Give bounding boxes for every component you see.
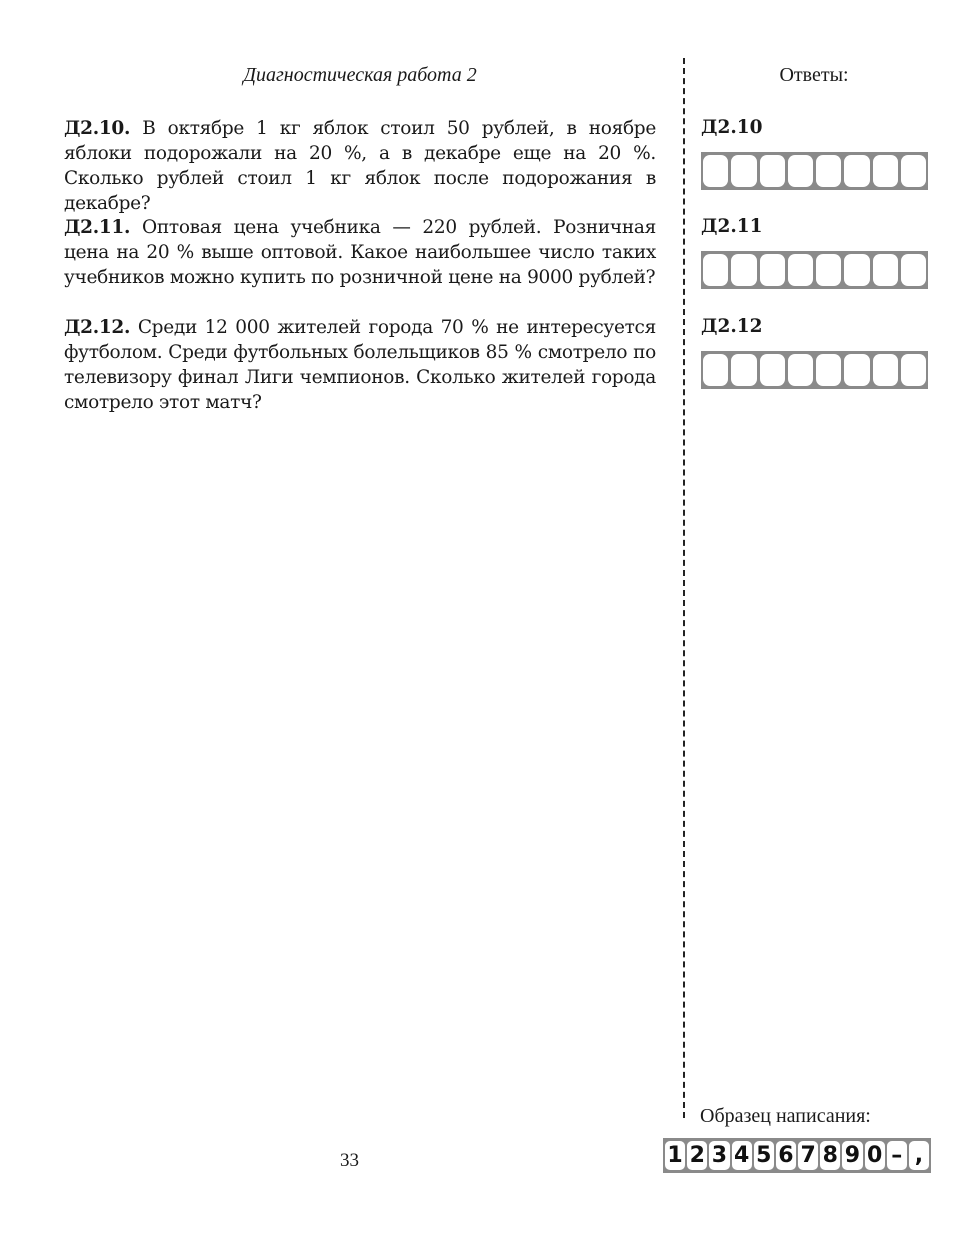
sample-char: 4	[732, 1141, 752, 1170]
answer-cell[interactable]	[703, 254, 728, 286]
problem-d2-12	[64, 315, 656, 415]
sample-label: Образец написания:	[700, 1105, 871, 1127]
sample-char: 5	[754, 1141, 774, 1170]
problem-number: Д2.11.	[64, 217, 131, 238]
answer-cell[interactable]	[816, 254, 841, 286]
sample-char: ,	[909, 1141, 929, 1170]
answer-label-d2-12: Д2.12	[701, 316, 763, 337]
answer-cell[interactable]	[760, 254, 785, 286]
answer-cell[interactable]	[844, 354, 869, 386]
problem-text: В октябре 1 кг яблок стоил 50 рублей, в ноябре яблоки подорожали на 20 %, а в декабре еще на 20 %. Сколько рублей стоил 1 кг яблок после подорожания в декабре?	[64, 118, 656, 214]
answer-cell[interactable]	[731, 354, 756, 386]
answer-cell[interactable]	[901, 155, 926, 187]
answer-cell[interactable]	[788, 254, 813, 286]
answer-box-d2-11[interactable]	[701, 251, 928, 289]
problem-d2-10	[64, 116, 656, 216]
sample-char: 7	[798, 1141, 818, 1170]
answer-box-d2-12[interactable]	[701, 351, 928, 389]
sample-char: 6	[776, 1141, 796, 1170]
answer-cell[interactable]	[788, 354, 813, 386]
answer-cell[interactable]	[788, 155, 813, 187]
dashed-divider	[683, 58, 685, 1118]
answer-cell[interactable]	[760, 354, 785, 386]
problem-text: Оптовая цена учебника — 220 рублей. Розничная цена на 20 % выше оптовой. Какое наибольшее число таких учебников можно купить по розничной цене на 9000 рублей?	[64, 217, 656, 288]
page-header-title: Диагностическая работа 2	[243, 64, 477, 86]
answer-box-d2-10[interactable]	[701, 152, 928, 190]
answer-cell[interactable]	[731, 254, 756, 286]
answer-cell[interactable]	[816, 354, 841, 386]
sample-char: 2	[687, 1141, 707, 1170]
sample-char: –	[887, 1141, 907, 1170]
sample-writing-row	[663, 1138, 931, 1173]
answer-cell[interactable]	[816, 155, 841, 187]
answer-label-d2-10: Д2.10	[701, 117, 763, 138]
answer-cell[interactable]	[901, 354, 926, 386]
sample-char: 3	[709, 1141, 729, 1170]
answer-label-d2-11: Д2.11	[701, 216, 763, 237]
answer-cell[interactable]	[873, 155, 898, 187]
sample-char: 1	[665, 1141, 685, 1170]
sample-char: 8	[820, 1141, 840, 1170]
answer-cell[interactable]	[703, 155, 728, 187]
problem-text: Среди 12 000 жителей города 70 % не интересуется футболом. Среди футбольных болельщиков 85 % смотрело по телевизору финал Лиги чемпионов. Сколько жителей города смотрело этот матч?	[64, 317, 656, 413]
answer-cell[interactable]	[873, 254, 898, 286]
answer-cell[interactable]	[760, 155, 785, 187]
sample-char: 9	[842, 1141, 862, 1170]
answer-cell[interactable]	[901, 254, 926, 286]
page-number: 33	[340, 1150, 359, 1171]
answer-cell[interactable]	[844, 254, 869, 286]
answer-cell[interactable]	[731, 155, 756, 187]
problem-d2-11	[64, 215, 656, 290]
answer-cell[interactable]	[703, 354, 728, 386]
problem-number: Д2.10.	[64, 118, 131, 139]
problem-number: Д2.12.	[64, 317, 131, 338]
answers-title: Ответы:	[779, 64, 849, 86]
answer-cell[interactable]	[873, 354, 898, 386]
answer-cell[interactable]	[844, 155, 869, 187]
sample-char: 0	[865, 1141, 885, 1170]
